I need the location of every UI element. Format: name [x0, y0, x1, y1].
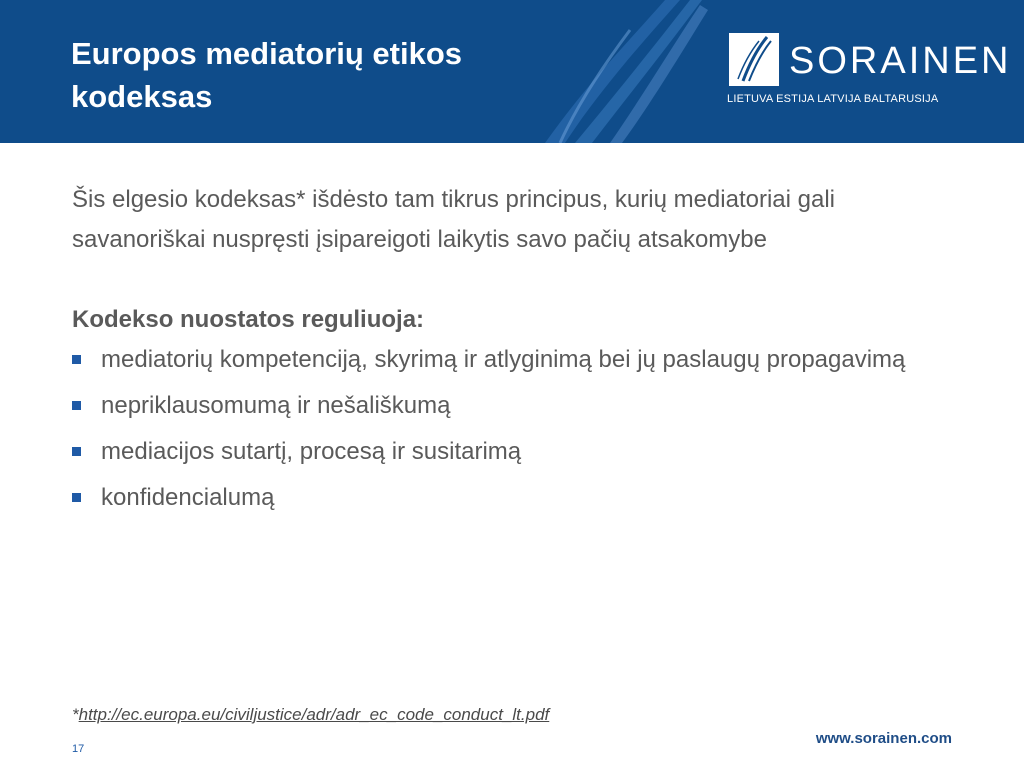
- list-item: [72, 386, 972, 426]
- list-item: [72, 478, 972, 518]
- square-bullet-icon: [72, 355, 81, 364]
- square-bullet-icon: [72, 493, 81, 502]
- list-item-text: mediacijos sutartį, procesą ir susitarimą: [101, 438, 522, 465]
- sorainen-logo-text: SORAINEN: [789, 40, 1012, 82]
- list-item-text: nepriklausomumą ir nešališkumą: [101, 392, 451, 419]
- countries-list: LIETUVA ESTIJA LATVIJA BALTARUSIJA: [727, 93, 939, 105]
- slide-content: [72, 180, 972, 518]
- list-item-text: mediatorių kompetenciją, skyrimą ir atlyginimą bei jų paslaugų propagavimą: [101, 346, 906, 373]
- slide-header: [0, 0, 1024, 143]
- list-item: [72, 340, 972, 380]
- page-number: 17: [72, 743, 85, 755]
- website-link[interactable]: www.sorainen.com: [815, 730, 952, 747]
- list-item-text: konfidencialumą: [101, 484, 275, 511]
- slide-title: Europos mediatorių etikos kodeksas: [71, 36, 463, 114]
- provisions-subheading: Kodekso nuostatos reguliuoja:: [72, 306, 425, 333]
- footnote-marker: *: [72, 705, 79, 724]
- footnote-link[interactable]: http://ec.europa.eu/civiljustice/adr/adr_ec_code_conduct_lt.pdf: [78, 705, 550, 724]
- sorainen-logo-icon: [729, 33, 779, 86]
- list-item: [72, 432, 972, 472]
- intro-paragraph: Šis elgesio kodeksas* išdėsto tam tikrus principus, kurių mediatoriai gali savanoriškai nuspręsti įsipareigoti laikytis savo pačių atsakomybe: [72, 186, 836, 253]
- footnote: [72, 705, 549, 725]
- square-bullet-icon: [72, 401, 81, 410]
- square-bullet-icon: [72, 447, 81, 456]
- provisions-list: [72, 340, 972, 518]
